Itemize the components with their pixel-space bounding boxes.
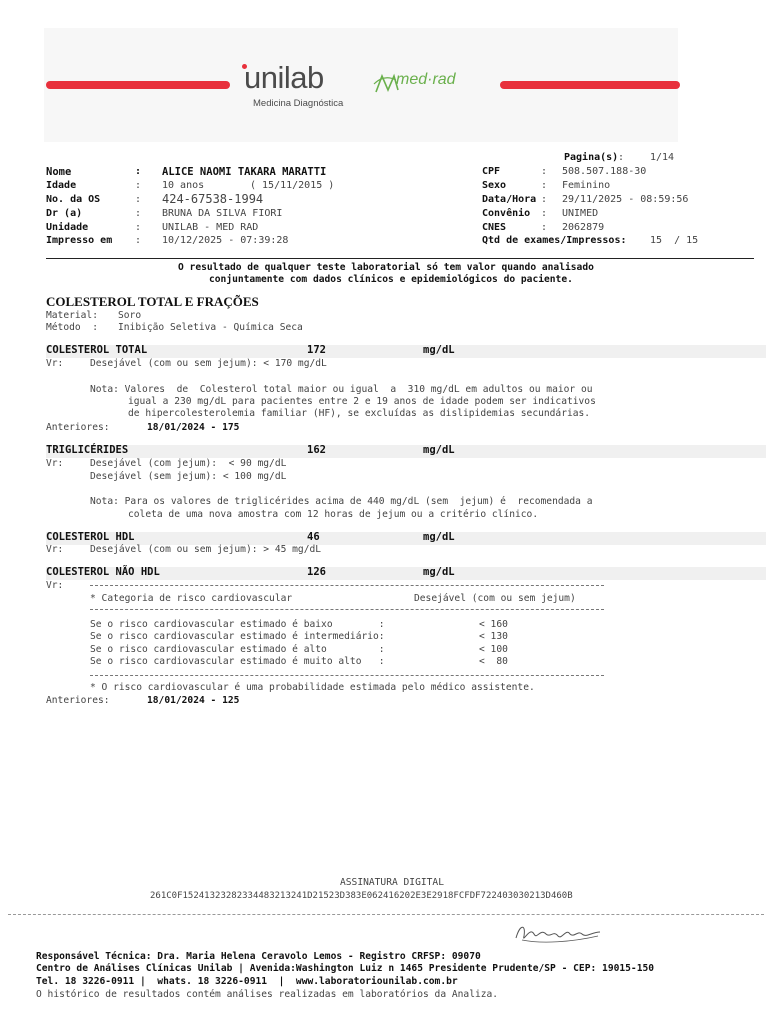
sexo-value: Feminino	[562, 180, 611, 191]
impresso-label: Impresso em	[46, 235, 113, 246]
test-result-naohdl: 126	[307, 566, 326, 578]
datahora-label: Data/Hora	[482, 194, 537, 205]
nome-value: ALICE NAOMI TAKARA MARATTI	[162, 166, 327, 178]
page-counter-label: Pagina(s)	[564, 152, 619, 163]
header-red-line-right	[500, 81, 680, 89]
partner-logo-text: med·rad	[396, 71, 456, 88]
signature-divider	[8, 914, 764, 915]
test-name-hdl: COLESTEROL HDL	[46, 531, 135, 543]
risk-row-cat-2: Se o risco cardiovascular estimado é intermediário:	[90, 631, 385, 642]
qtd-label: Qtd de exames/Impressos:	[482, 235, 627, 246]
test-unit-hdl: mg/dL	[423, 531, 455, 543]
sexo-label: Sexo	[482, 180, 507, 191]
signature-label: ASSINATURA DIGITAL	[340, 877, 444, 888]
disclaimer-line-1: O resultado de qualquer teste laboratorial só tem valor quando analisado	[178, 262, 594, 273]
os-label: No. da OS	[46, 194, 101, 205]
risk-footnote: * O risco cardiovascular é uma probabilidade estimada pelo médico assistente.	[90, 682, 535, 693]
risk-row-cat-4: Se o risco cardiovascular estimado é muito alto :	[90, 656, 385, 667]
nascimento-value: ( 15/11/2015 )	[250, 180, 335, 191]
exam-title: COLESTEROL TOTAL E FRAÇÕES	[46, 294, 259, 309]
anteriores-total: 18/01/2024 - 175	[147, 422, 240, 433]
header-red-line-left	[46, 81, 230, 89]
anteriores-naohdl: 18/01/2024 - 125	[147, 695, 240, 706]
vr-trig-1: Desejável (com jejum): < 90 mg/dL	[90, 458, 287, 469]
vr-label-naohdl: Vr:	[46, 580, 64, 591]
unidade-label: Unidade	[46, 222, 89, 233]
footer-contato: Tel. 18 3226-0911 | whats. 18 3226-0911 | www.laboratoriounilab.com.br	[36, 976, 458, 987]
dr-sep: :	[135, 208, 142, 219]
nota-trig-1: Nota: Para os valores de triglicérides acima de 440 mg/dL (sem jejum) é recomendada a	[90, 496, 593, 507]
test-name-total: COLESTEROL TOTAL	[46, 344, 148, 356]
convenio-value: UNIMED	[562, 208, 599, 219]
test-unit-naohdl: mg/dL	[423, 566, 455, 578]
page-counter-value: 1/14	[650, 152, 675, 163]
nome-sep: :	[135, 166, 142, 177]
test-unit-trig: mg/dL	[423, 444, 455, 456]
test-result-hdl: 46	[307, 531, 320, 543]
metodo-value: Inibição Seletiva - Química Seca	[118, 322, 303, 333]
header-divider	[46, 258, 754, 259]
test-unit-total: mg/dL	[423, 344, 455, 356]
handwritten-signature-icon	[512, 920, 604, 948]
sexo-sep: :	[541, 180, 548, 191]
vr-label-trig: Vr:	[46, 458, 64, 469]
convenio-label: Convênio	[482, 208, 531, 219]
signature-hash: 261C0F15241323282334483213241D21523D383E062416202E3E2918FCFDF722403030213D460B	[150, 891, 573, 901]
cpf-sep: :	[541, 166, 548, 177]
vr-label-hdl: Vr:	[46, 544, 64, 555]
vr-hdl: Desejável (com ou sem jejum): > 45 mg/dL	[90, 544, 322, 555]
cnes-label: CNES	[482, 222, 507, 233]
risk-row-val-4: < 80	[479, 656, 508, 667]
vr-total: Desejável (com ou sem jejum): < 170 mg/dL	[90, 358, 327, 369]
idade-label: Idade	[46, 180, 77, 191]
datahora-value: 29/11/2025 - 08:59:56	[562, 194, 689, 205]
cpf-label: CPF	[482, 166, 501, 177]
risk-row-cat-3: Se o risco cardiovascular estimado é alto :	[90, 644, 385, 655]
footer-centro: Centro de Análises Clínicas Unilab | Avenida:Washington Luiz n 1465 Presidente Prudente/SP - CEP: 19015-150	[36, 963, 655, 974]
cpf-value: 508.507.188-30	[562, 166, 647, 177]
risk-row-val-1: < 160	[479, 619, 508, 630]
risk-row-cat-1: Se o risco cardiovascular estimado é baixo :	[90, 619, 385, 630]
idade-value: 10 anos	[162, 180, 205, 191]
brand-logo: unilab	[244, 60, 324, 95]
risk-table-bottom-rule	[90, 675, 604, 676]
test-name-naohdl: COLESTEROL NÃO HDL	[46, 566, 160, 578]
nota-total-3: de hipercolesterolemia familiar (HF), se excluídas as dislipidemias secundárias.	[128, 408, 591, 419]
nota-total-2: igual a 230 mg/dL para pacientes entre 2 e 19 anos de idade podem ser indicativos	[128, 396, 596, 407]
risk-table-header-rule	[90, 609, 604, 610]
material-value: Soro	[118, 310, 142, 321]
risk-table-top-rule	[90, 585, 604, 586]
convenio-sep: :	[541, 208, 548, 219]
risk-row-val-2: < 130	[479, 631, 508, 642]
dr-label: Dr (a)	[46, 208, 83, 219]
metodo-label: Método :	[46, 322, 98, 333]
qtd-value: 15 / 15	[650, 235, 699, 246]
cnes-sep: :	[541, 222, 548, 233]
anteriores-label-total: Anteriores:	[46, 422, 110, 433]
test-name-trig: TRIGLICÉRIDES	[46, 444, 129, 456]
brand-subtitle: Medicina Diagnóstica	[253, 98, 344, 109]
os-value: 424-67538-1994	[162, 192, 264, 206]
impresso-value: 10/12/2025 - 07:39:28	[162, 235, 289, 246]
nota-total-1: Nota: Valores de Colesterol total maior ou igual a 310 mg/dL em adultos ou maior ou	[90, 384, 593, 395]
page-counter-sep: :	[618, 152, 625, 163]
datahora-sep: :	[541, 194, 548, 205]
footer-historico: O histórico de resultados contém análises realizadas em laboratórios da Analiza.	[36, 989, 499, 1000]
unidade-sep: :	[135, 222, 142, 233]
vr-trig-2: Desejável (sem jejum): < 100 mg/dL	[90, 471, 287, 482]
cnes-value: 2062879	[562, 222, 605, 233]
disclaimer-line-2: conjuntamente com dados clínicos e epidemiológicos do paciente.	[209, 274, 573, 285]
impresso-sep: :	[135, 235, 142, 246]
test-row-bg-trig	[46, 445, 766, 458]
unidade-value: UNILAB - MED RAD	[162, 222, 259, 233]
test-result-trig: 162	[307, 444, 326, 456]
vr-label-total: Vr:	[46, 358, 64, 369]
risk-row-val-3: < 100	[479, 644, 508, 655]
os-sep: :	[135, 194, 142, 205]
risk-col-header-category: * Categoria de risco cardiovascular	[90, 593, 293, 604]
nota-trig-2: coleta de uma nova amostra com 12 horas de jejum ou a critério clínico.	[128, 509, 539, 520]
test-row-bg-total	[46, 345, 766, 358]
idade-sep: :	[135, 180, 142, 191]
test-result-total: 172	[307, 344, 326, 356]
footer-responsavel: Responsável Técnica: Dra. Maria Helena Ceravolo Lemos - Registro CRFSP: 09070	[36, 951, 481, 962]
anteriores-label-naohdl: Anteriores:	[46, 695, 110, 706]
material-label: Material:	[46, 310, 98, 321]
risk-col-header-value: Desejável (com ou sem jejum)	[414, 593, 576, 604]
nome-label: Nome	[46, 166, 72, 178]
dr-value: BRUNA DA SILVA FIORI	[162, 208, 283, 219]
